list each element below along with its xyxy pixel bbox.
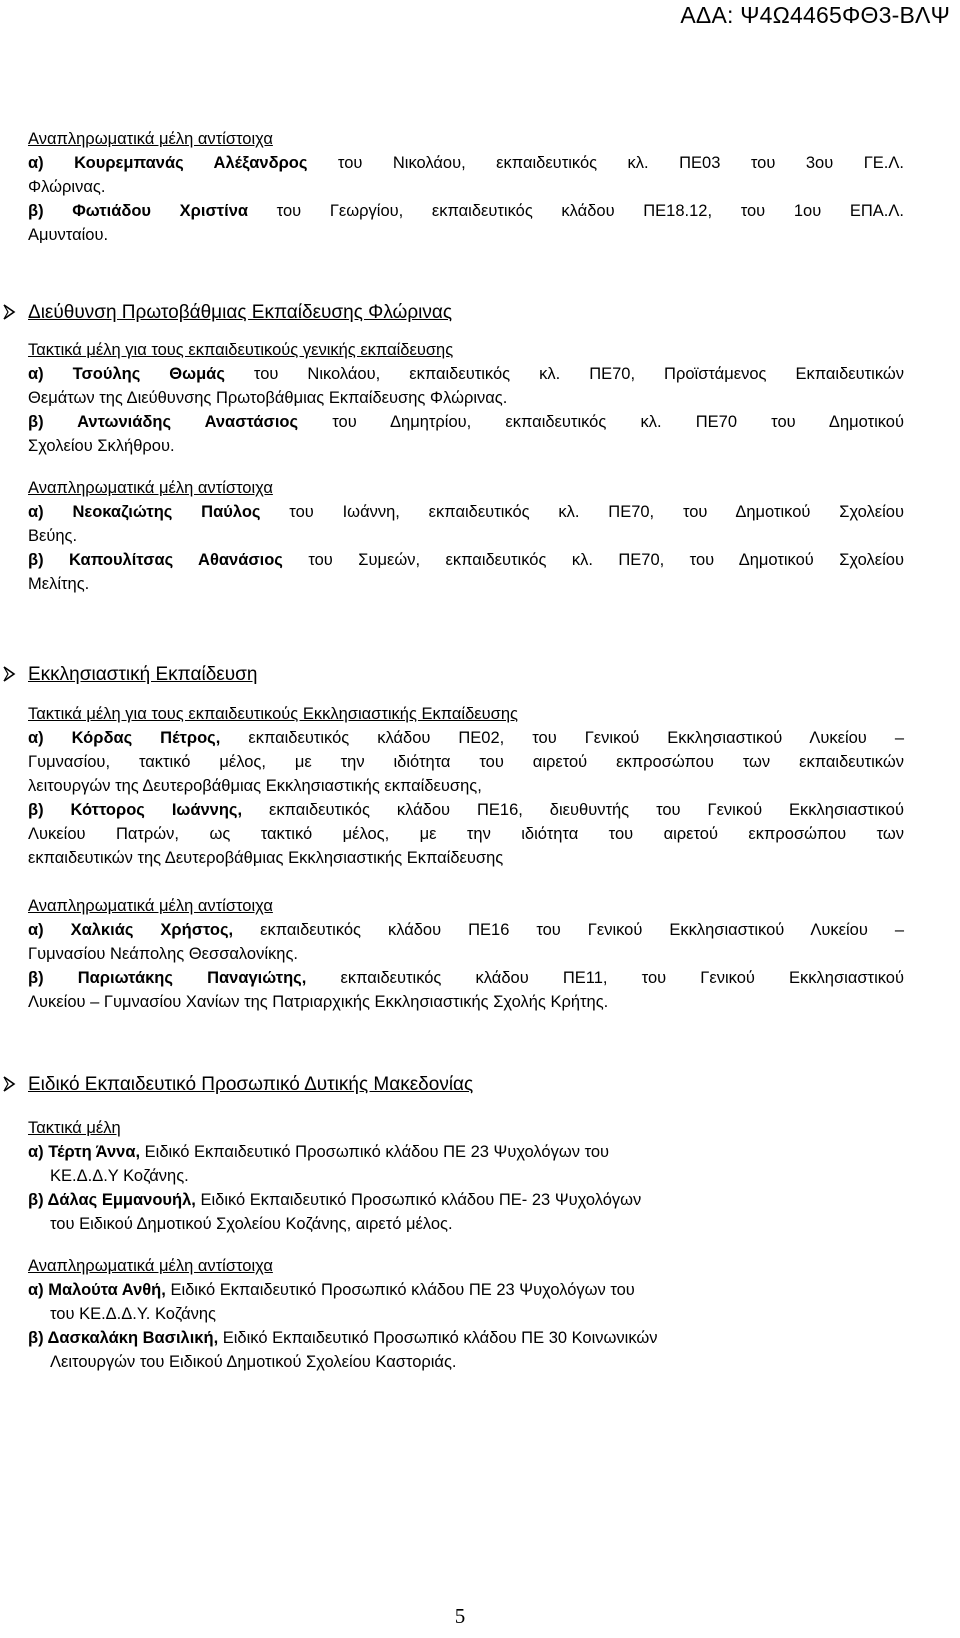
section-substitutes-florina-secondary [28, 127, 904, 247]
member-entry-cont: ΚΕ.Δ.Δ.Υ Κοζάνης. [50, 1167, 189, 1185]
member-entry-cont: Γυμνασίου, τακτικό μέλος, με την ιδιότητα του αιρετού εκπροσώπου των εκπαιδευτικών [28, 753, 904, 771]
member-entry-cont: Θεμάτων της Διεύθυνσης Πρωτοβάθμιας Εκπαίδευσης Φλώρινας. [28, 389, 508, 407]
member-entry: β) Δάλας Εμμανουήλ, Ειδικό Εκπαιδευτικό Προσωπικό κλάδου ΠΕ- 23 Ψυχολόγων [28, 1191, 642, 1209]
member-entry-cont: Φλώρινας. [28, 178, 106, 196]
arrow-bullet-icon [0, 1073, 18, 1095]
section-heading: Ειδικό Εκπαιδευτικό Προσωπικό Δυτικής Μακεδονίας [28, 1072, 808, 1098]
page-number: 5 [454, 1604, 466, 1628]
member-entry-cont: Μελίτης. [28, 575, 90, 593]
member-entry: α) Κουρεμπανάς Αλέξανδρος του Νικολάου, εκπαιδευτικός κλ. ΠΕ03 του 3ου ΓΕ.Λ. [28, 154, 904, 172]
member-entry: α) Χαλκιάς Χρήστος, εκπαιδευτικός κλάδου ΠΕ16 του Γενικού Εκκλησιαστικού Λυκείου – [28, 921, 904, 939]
member-entry: β) Αντωνιάδης Αναστάσιος του Δημητρίου, εκπαιδευτικός κλ. ΠΕ70 του Δημοτικού [28, 413, 905, 431]
subheading-substitutes: Αναπληρωματικά μέλη αντίστοιχα [28, 1257, 273, 1275]
section-ecclesiastical [28, 662, 904, 1014]
member-entry-cont: Λειτουργών του Ειδικού Δημοτικού Σχολείου Καστοριάς. [50, 1353, 457, 1371]
member-entry: α) Κόρδας Πέτρος, εκπαιδευτικός κλάδου ΠΕ02, του Γενικού Εκκλησιαστικού Λυκείου – [28, 729, 904, 747]
member-entry: β) Καπουλίτσας Αθανάσιος του Συμεών, εκπαιδευτικός κλ. ΠΕ70, του Δημοτικού Σχολείου [28, 551, 904, 569]
section-primary-florina [28, 300, 904, 596]
member-entry-cont: εκπαιδευτικών της Δευτεροβάθμιας Εκκλησιαστικής Εκπαίδευσης [28, 849, 504, 867]
member-entry: β) Παριωτάκης Παναγιώτης, εκπαιδευτικός κλάδου ΠΕ11, του Γενικού Εκκλησιαστικού [28, 969, 904, 987]
member-entry: α) Τσούλης Θωμάς του Νικολάου, εκπαιδευτικός κλ. ΠΕ70, Προϊστάμενος Εκπαιδευτικών [28, 365, 904, 383]
subheading-regular-members: Τακτικά μέλη [28, 1119, 121, 1137]
ada-code: ΑΔΑ: Ψ4Ω4465ΦΘ3-ΒΛΨ [680, 2, 950, 28]
member-entry-cont: λειτουργών της Δευτεροβάθμιας Εκκλησιαστικής εκπαίδευσης, [28, 777, 482, 795]
member-entry: α) Τέρτη Άννα, Ειδικό Εκπαιδευτικό Προσωπικό κλάδου ΠΕ 23 Ψυχολόγων του [28, 1143, 610, 1161]
section-special-education [28, 1072, 808, 1374]
subheading-substitutes: Αναπληρωματικά μέλη αντίστοιχα [28, 479, 273, 497]
member-entry: β) Φωτιάδου Χριστίνα του Γεωργίου, εκπαιδευτικός κλάδου ΠΕ18.12, του 1ου ΕΠΑ.Λ. [28, 202, 904, 220]
subheading-substitutes: Αναπληρωματικά μέλη αντίστοιχα [28, 130, 273, 148]
arrow-bullet-icon [0, 663, 18, 685]
section-heading: Εκκλησιαστική Εκπαίδευση [28, 662, 904, 688]
member-entry: β) Δασκαλάκη Βασιλική, Ειδικό Εκπαιδευτικό Προσωπικό κλάδου ΠΕ 30 Κοινωνικών [28, 1329, 658, 1347]
member-entry-cont: Βεύης. [28, 527, 78, 545]
subheading-substitutes: Αναπληρωματικά μέλη αντίστοιχα [28, 897, 273, 915]
member-entry-cont: του Ειδικού Δημοτικού Σχολείου Κοζάνης, αιρετό μέλος. [50, 1215, 453, 1233]
member-entry: α) Μαλούτα Ανθή, Ειδικό Εκπαιδευτικό Προσωπικό κλάδου ΠΕ 23 Ψυχολόγων του [28, 1281, 635, 1299]
member-entry-cont: Σχολείου Σκλήθρου. [28, 437, 175, 455]
member-entry-cont: Γυμνασίου Νεάπολης Θεσσαλονίκης. [28, 945, 298, 963]
member-entry: α) Νεοκαζιώτης Παύλος του Ιωάννη, εκπαιδευτικός κλ. ΠΕ70, του Δημοτικού Σχολείου [28, 503, 904, 521]
member-entry-cont: του ΚΕ.Δ.Δ.Υ. Κοζάνης [50, 1305, 217, 1323]
member-entry-cont: Αμυνταίου. [28, 226, 109, 244]
member-entry-cont: Λυκείου – Γυμνασίου Χανίων της Πατριαρχικής Εκκλησιαστικής Σχολής Κρήτης. [28, 993, 609, 1011]
member-entry: β) Κόττορος Ιωάννης, εκπαιδευτικός κλάδου ΠΕ16, διευθυντής του Γενικού Εκκλησιαστικού [28, 801, 904, 819]
section-heading: Διεύθυνση Πρωτοβάθμιας Εκπαίδευσης Φλώρινας [28, 300, 904, 326]
arrow-bullet-icon [0, 301, 18, 323]
document-body [28, 127, 904, 1374]
member-entry-cont: Λυκείου Πατρών, ως τακτικό μέλος, με την ιδιότητα του αιρετού εκπροσώπου των [28, 825, 904, 843]
subheading-regular-members: Τακτικά μέλη για τους εκπαιδευτικούς γενικής εκπαίδευσης [28, 341, 454, 359]
subheading-regular-members: Τακτικά μέλη για τους εκπαιδευτικούς Εκκλησιαστικής Εκπαίδευσης [28, 705, 518, 723]
